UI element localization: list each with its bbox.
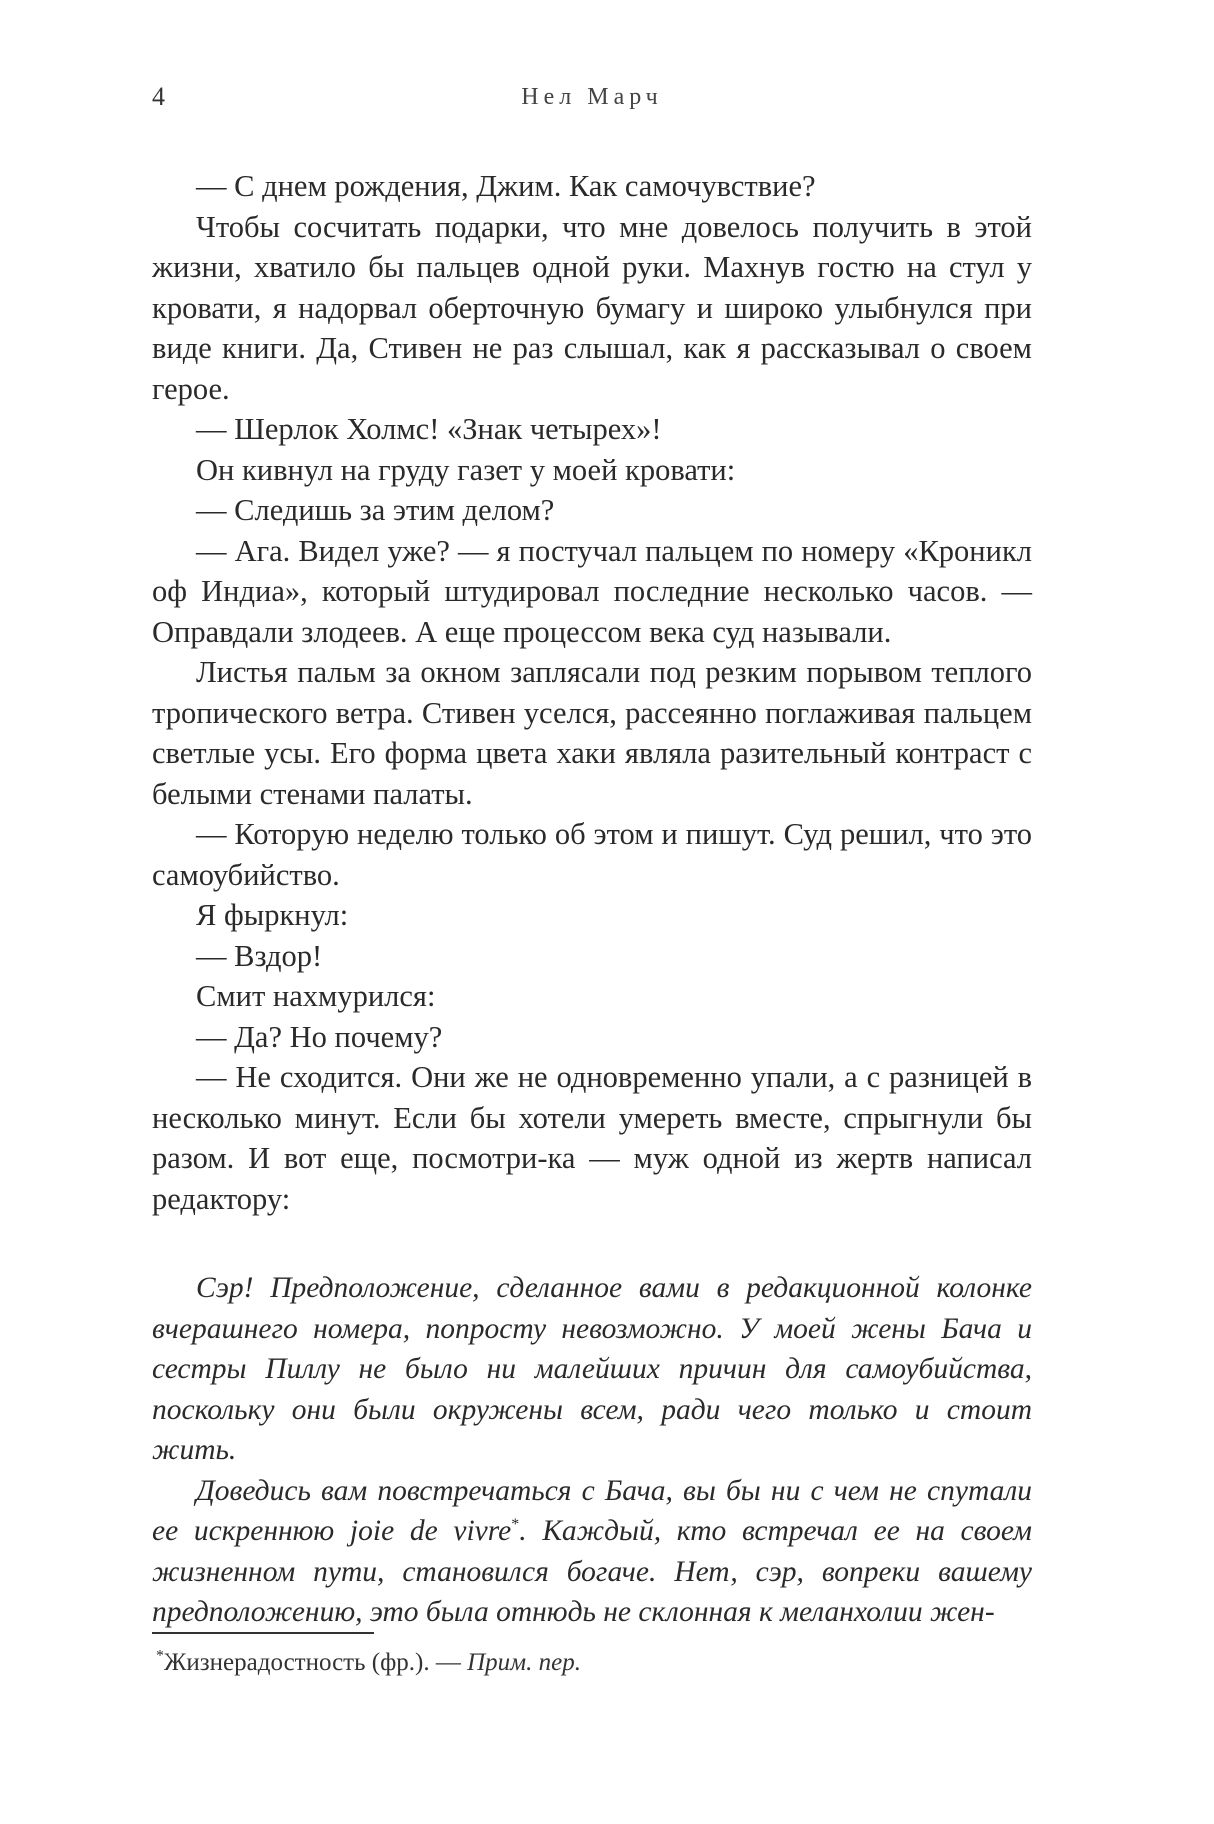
- footnote: [156, 1646, 1036, 1680]
- translator-note: Прим. пер.: [467, 1649, 581, 1676]
- letter-paragraph: Сэр! Предположение, сделанное вами в редакционной колонке вчерашнего номера, попросту невозможно. У моей жены Бача и сестры Пиллу не было ни малейших причин для самоубийства, поскольку они были окружены всем, ради чего только и стоит жить.: [152, 1272, 1032, 1466]
- quoted-letter: [152, 1268, 1032, 1633]
- page-number: 4: [152, 82, 165, 111]
- body-text: [152, 166, 1032, 1219]
- paragraph: Чтобы сосчитать подарки, что мне довелось получить в этой жизни, хватило бы пальцев одной руки. Махнув гостю на стул у кровати, я надорвал оберточную бумагу и широко улыбнулся при виде книги. Да, Стивен не раз слышал, как я рассказывал о своем герое.: [152, 209, 1032, 406]
- paragraph: — Да? Но почему?: [196, 1019, 443, 1054]
- letter-text: . Каждый, кто встречал ее на своем жизненном пути, становился богаче. Нет, сэр, вопреки вашему предположению, это была отнюдь не склонная к меланхолии жен-: [152, 1515, 1033, 1628]
- letter-text: Доведись вам повстречаться с Бача, вы бы ни с чем не спутали ее искреннюю joie de vivre: [152, 1474, 1032, 1547]
- paragraph: Смит нахмурился:: [196, 979, 436, 1013]
- paragraph: — Не сходится. Они же не одновременно упали, а с разницей в несколько минут. Если бы хотели умереть вместе, спрыгнули бы разом. И вот еще, посмотри-ка — муж одной из жертв написал редактору:: [152, 1060, 1032, 1216]
- paragraph: — Шерлок Холмс! «Знак четырех»!: [196, 412, 662, 446]
- page-header: [152, 82, 1032, 122]
- paragraph: — С днем рождения, Джим. Как самочувствие?: [196, 169, 816, 203]
- paragraph: Я фыркнул:: [196, 898, 349, 932]
- paragraph: Он кивнул на груду газет у моей кровати:: [196, 452, 736, 487]
- letter-paragraph: [152, 1471, 1032, 1633]
- paragraph: — Вздор!: [196, 938, 323, 973]
- paragraph: — Которую неделю только об этом и пишут. Суд решил, что это самоубийство.: [152, 817, 1032, 892]
- paragraph: — Ага. Видел уже? — я постучал пальцем по номеру «Кроникл оф Индиа», который штудировал последние несколько часов. — Оправдали злодеев. А еще процессом века суд называли.: [152, 533, 1032, 649]
- paragraph: Листья пальм за окном заплясали под резким порывом теплого тропического ветра. Стивен уселся, рассеянно поглаживая пальцем светлые усы. Его форма цвета хаки являла разительный контраст с белыми стенами палаты.: [152, 655, 1032, 811]
- footnote-mark: *: [156, 1647, 164, 1665]
- paragraph: — Следишь за этим делом?: [196, 493, 555, 527]
- footnote-text: Жизнерадостность (фр.). —: [164, 1649, 468, 1676]
- footnote-reference[interactable]: *: [511, 1516, 520, 1534]
- footnote-divider: [152, 1632, 374, 1634]
- running-head-author: Нел Марч: [521, 84, 663, 110]
